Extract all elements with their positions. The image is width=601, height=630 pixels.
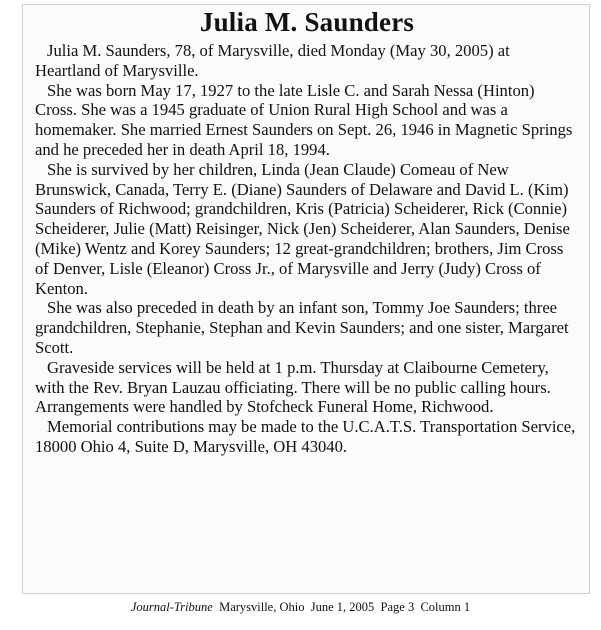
newspaper-clipping xyxy=(22,4,590,594)
source-caption xyxy=(0,599,601,615)
caption-publication: Journal-Tribune xyxy=(130,600,213,614)
obituary-paragraph-biography: She was born May 17, 1927 to the late Lisle C. and Sarah Nessa (Hinton) Cross. She was a 1945 graduate of Union Rural High School and was a homemaker. She married Ernest Saunders on Sept. 26, 1946 in Magnetic Springs and he preceded her in death April 18, 1994. xyxy=(35,80,573,159)
caption-details: Marysville, Ohio June 1, 2005 Page 3 Column 1 xyxy=(215,600,471,614)
obituary-paragraph-services: Graveside services will be held at 1 p.m. Thursday at Claibourne Cemetery, with the Rev. Bryan Lauzau officiating. There will be no public calling hours. Arrangements were handled by Stofcheck Funeral Home, Richwood. xyxy=(35,357,551,417)
obituary-paragraph-preceded: She was also preceded in death by an infant son, Tommy Joe Saunders; three grandchildren, Stephanie, Stephan and Kevin Saunders; and one sister, Margaret Scott. xyxy=(35,298,569,357)
obituary-headline: Julia M. Saunders xyxy=(199,7,415,37)
obituary-paragraph-death: Julia M. Saunders, 78, of Marysville, died Monday (May 30, 2005) at Heartland of Marysville. xyxy=(35,41,510,80)
obituary-paragraph-memorial: Memorial contributions may be made to the U.C.A.T.S. Transportation Service, 18000 Ohio 4, Suite D, Marysville, OH 43040. xyxy=(35,417,576,456)
obituary-paragraph-survivors: She is survived by her children, Linda (Jean Claude) Comeau of New Brunswick, Canada, Terry E. (Diane) Saunders of Delaware and David L. (Kim) Saunders of Richwood; grandchildren, Kris (Patricia) Scheiderer, Rick (Connie) Scheiderer, Julie (Matt) Reisinger, Nick (Jen) Scheiderer, Alan Saunders, Denise (Mike) Wentz and Korey Saunders; 12 great-grandchildren; brothers, Jim Cross of Denver, Lisle (Eleanor) Cross Jr., of Marysville and Jerry (Judy) Cross of Kenton. xyxy=(35,159,570,298)
